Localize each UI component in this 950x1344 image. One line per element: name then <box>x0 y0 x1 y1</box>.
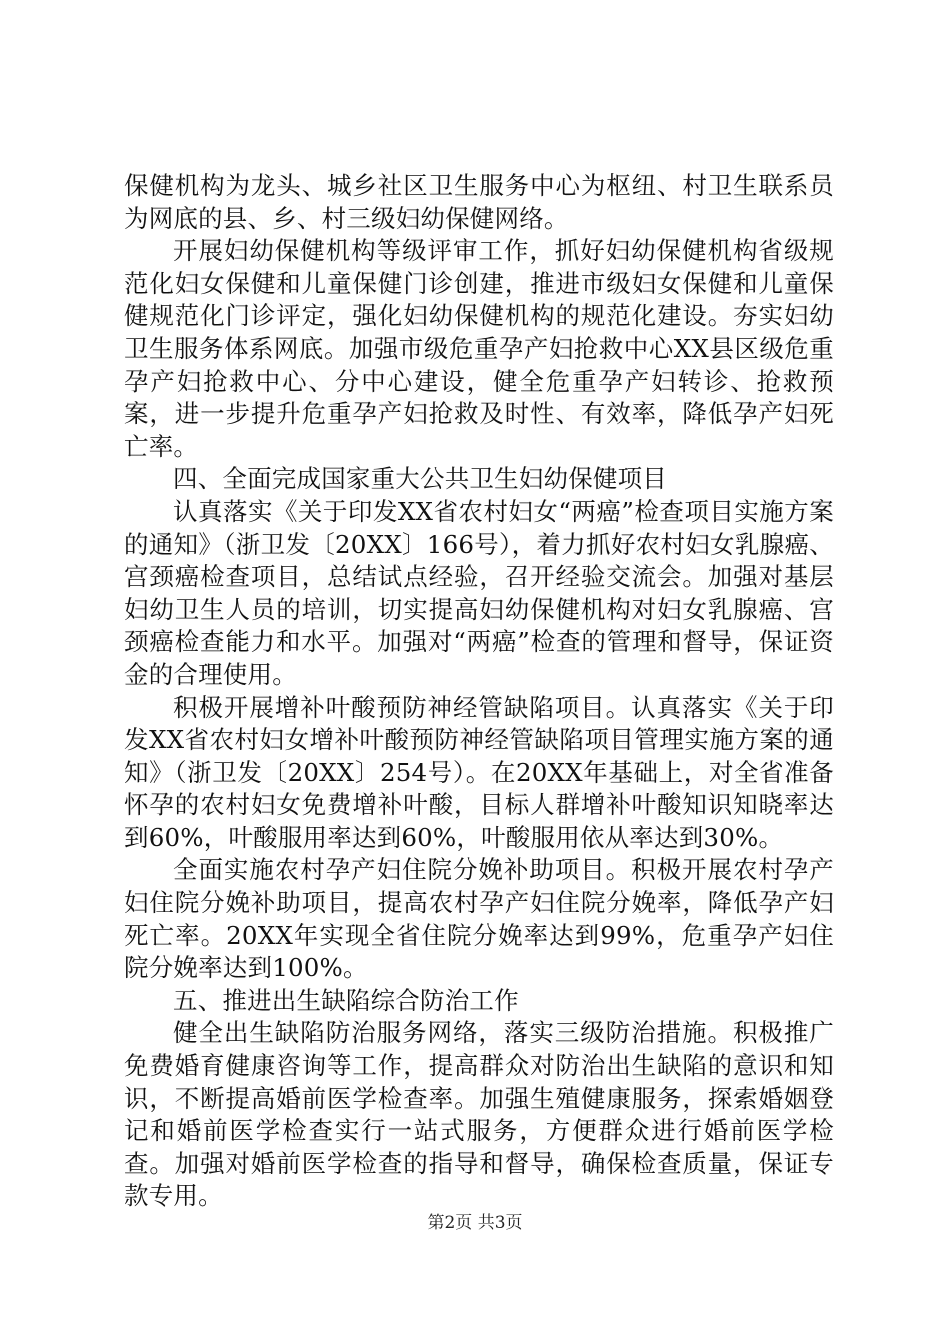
section-heading-4: 四、全面完成国家重大公共卫生妇幼保健项目 <box>173 464 667 494</box>
paragraph-network-intro: 保健机构为龙头、城乡社区卫生服务中心为枢纽、村卫生联系员为网底的县、乡、村三级妇幼保健网络。 <box>124 171 834 233</box>
document-body <box>124 170 834 1213</box>
paragraph-institution-review: 开展妇幼保健机构等级评审工作，抓好妇幼保健机构省级规范化妇女保健和儿童保健门诊创建，推进市级妇女保健和儿童保健规范化门诊评定，强化妇幼保健机构的规范化建设。夯实妇幼卫生服务体系网底。加强市级危重孕产妇抢救中心XX县区级危重孕产妇抢救中心、分中心建设，健全危重孕产妇转诊、抢救预案，进一步提升危重孕产妇抢救及时性、有效率，降低孕产妇死亡率。 <box>124 236 834 461</box>
paragraph-hospital-delivery: 全面实施农村孕产妇住院分娩补助项目。积极开展农村孕产妇住院分娩补助项目，提高农村孕产妇住院分娩率，降低孕产妇死亡率。20XX年实现全省住院分娩率达到99%，危重孕产妇住院分娩率达到100%。 <box>124 855 834 983</box>
paragraph-birth-defects: 健全出生缺陷防治服务网络，落实三级防治措施。积极推广免费婚育健康咨询等工作，提高群众对防治出生缺陷的意识和知识，不断提高婚前医学检查率。加强生殖健康服务，探索婚姻登记和婚前医学检查实行一站式服务，方便群众进行婚前医学检查。加强对婚前医学检查的指导和督导，确保检查质量，保证专款专用。 <box>124 1018 834 1211</box>
paragraph-folic-acid: 积极开展增补叶酸预防神经管缺陷项目。认真落实《关于印发XX省农村妇女增补叶酸预防神经管缺陷项目管理实施方案的通知》（浙卫发〔20XX〕254号）。在20XX年基础上，对全省准备怀孕的农村妇女免费增补叶酸，目标人群增补叶酸知识知晓率达到60%，叶酸服用率达到60%，叶酸服用依从率达到30%。 <box>124 692 834 852</box>
paragraph-two-cancers: 认真落实《关于印发XX省农村妇女“两癌”检查项目实施方案的通知》（浙卫发〔20XX〕166号），着力抓好农村妇女乳腺癌、宫颈癌检查项目，总结试点经验，召开经验交流会。加强对基层妇幼卫生人员的培训，切实提高妇幼保健机构对妇女乳腺癌、宫颈癌检查能力和水平。加强对“两癌”检查的管理和督导，保证资金的合理使用。 <box>124 496 834 689</box>
section-heading-5: 五、推进出生缺陷综合防治工作 <box>173 985 519 1015</box>
page-footer: 第2页 共3页 <box>427 1213 523 1233</box>
